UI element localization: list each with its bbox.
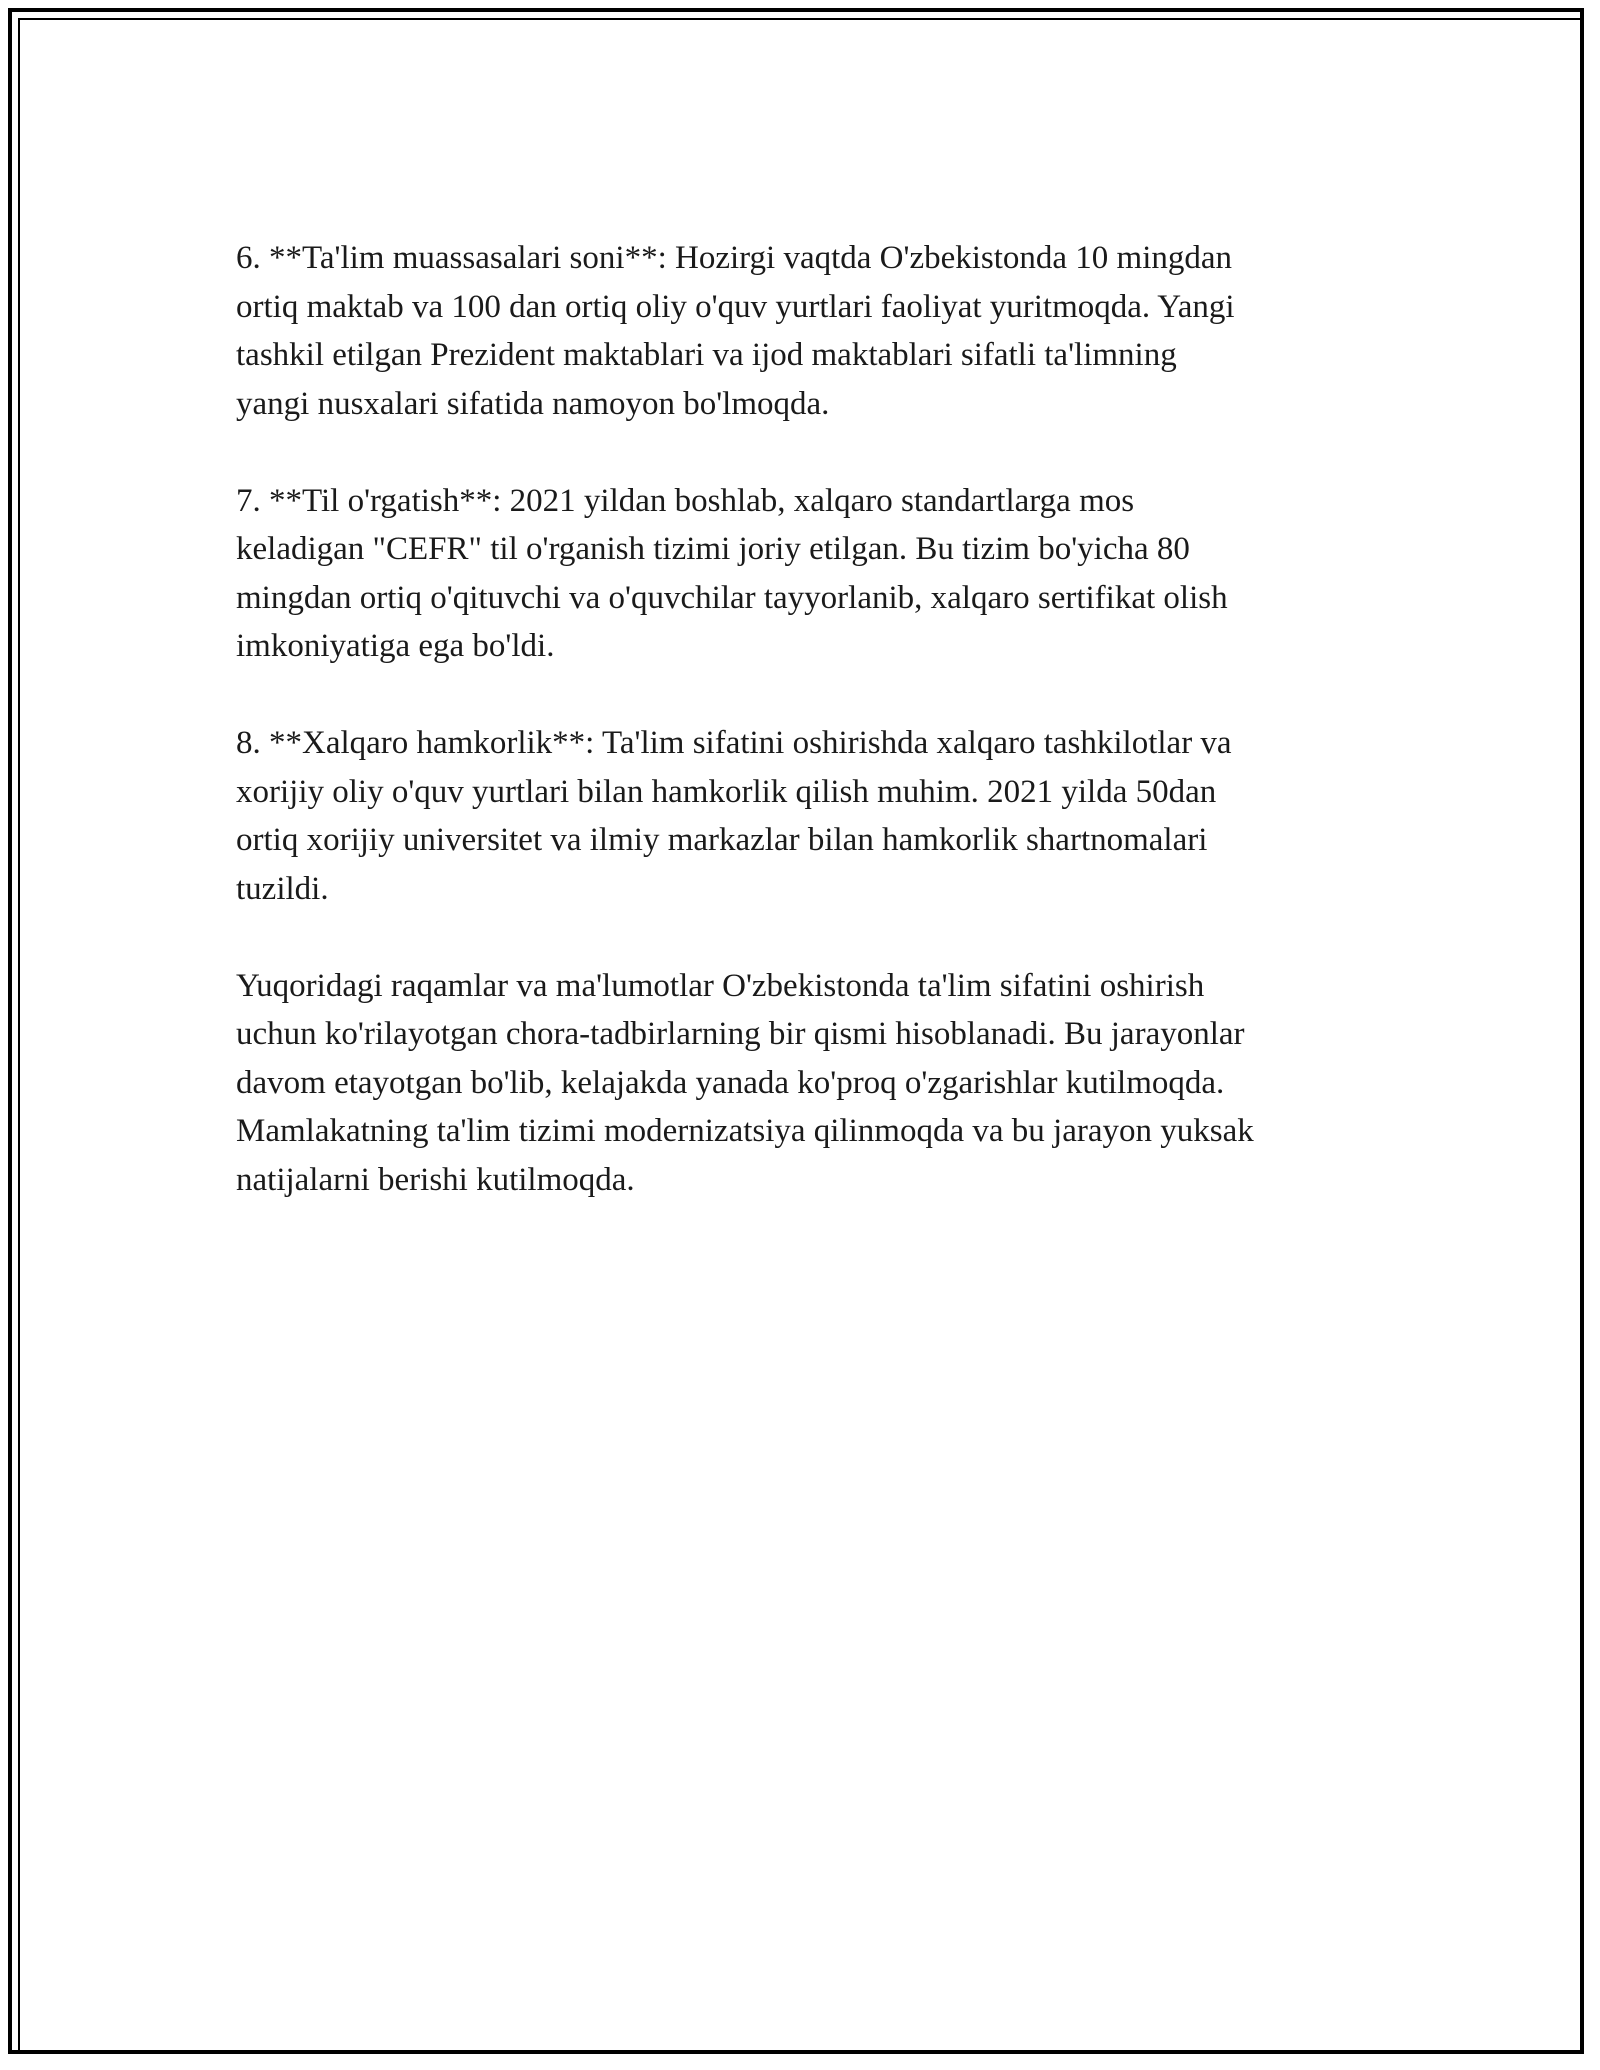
paragraph-education-institutions: 6. **Ta'lim muassasalari soni**: Hozirgi vaqtda O'zbekistonda 10 mingdan ortiq maktab va 100 dan ortiq oliy o'quv yurtlari faoliyat yuritmoqda. Yangi tashkil etilgan Prezident maktablari va ijod maktablari sifatli ta'limning yangi nusxalari sifatida namoyon bo'lmoqda. bbox=[236, 240, 1235, 422]
paragraph-conclusion: Yuqoridagi raqamlar va ma'lumotlar O'zbekistonda ta'lim sifatini oshirish uchun ko'rilayotgan chora-tadbirlarning bir qismi hisoblanadi. Bu jarayonlar davom etayotgan bo'lib, kelajakda yanada ko'proq o'zgarishlar kutilmoqda. Mamlakatning ta'lim tizimi modernizatsiya qilinmoqda va bu jarayon yuksak natijalarni berishi kutilmoqda. bbox=[236, 967, 1254, 1198]
document-body bbox=[236, 234, 1376, 1253]
paragraph-international-cooperation: 8. **Xalqaro hamkorlik**: Ta'lim sifatini oshirishda xalqaro tashkilotlar va xorijiy oliy o'quv yurtlari bilan hamkorlik qilish muhim. 2021 yilda 50dan ortiq xorijiy universitet va ilmiy markazlar bilan hamkorlik shartnomalari tuzildi. bbox=[236, 725, 1232, 907]
paragraph-language-teaching: 7. **Til o'rgatish**: 2021 yildan boshlab, xalqaro standartlarga mos keladigan "CEFR" til o'rganish tizimi joriy etilgan. Bu tizim bo'yicha 80 mingdan ortiq o'qituvchi va o'quvchilar tayyorlanib, xalqaro sertifikat olish imkoniyatiga ega bo'ldi. bbox=[236, 482, 1228, 664]
